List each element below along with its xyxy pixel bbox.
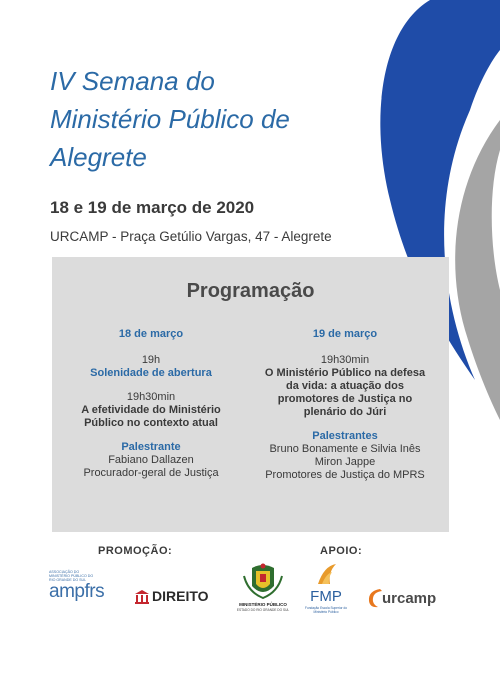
day2-event1-line1: O Ministério Público na defesa [264,367,426,379]
urcamp-name: urcamp [382,590,437,607]
coat-of-arms-icon [234,562,292,602]
event-dates: 18 e 19 de março de 2020 [50,198,255,217]
program-heading: Programação [186,280,315,302]
day2-time1: 19h30min [320,354,370,366]
day2-speakers-role: Promotores de Justiça do MPRS [265,469,425,481]
direito-logo [134,588,224,608]
mp-caption-1: MINISTÉRIO PÚBLICO [239,602,287,607]
day2-event1-line4: plenário do Júri [303,406,387,418]
program-box [52,257,449,532]
ampfrs-logo [49,570,127,606]
day2-event1-line3: promotores de Justiça no [277,393,413,405]
star-flame-icon [298,562,354,590]
title-line-3: Alegrete [50,142,147,172]
day1-date: 18 de março [118,328,184,340]
day1-event2-line1: A efetividade do Ministério [81,404,221,416]
fmp-logo [298,562,354,618]
fmp-subtitle: Fundação Escola Superior do Ministério Público [305,606,347,614]
event-title [50,62,370,176]
day1-speaker-label: Palestrante [121,441,181,453]
day2-event1-line2: da vida: a atuação dos [286,380,404,392]
day2-column [248,328,442,482]
support-label: APOIO: [320,545,363,557]
gray-swoosh [455,120,500,420]
fmp-name: FMP [310,588,342,605]
day1-speaker-name: Fabiano Dallazen [108,454,194,466]
urcamp-logo [366,584,456,612]
title-line-1: IV Semana do [50,66,215,96]
day1-column [60,328,242,480]
title-line-2: Ministério Público de [50,104,290,134]
day1-speaker-role: Procurador-geral de Justiça [83,467,219,479]
ampfrs-name: ampfrs [49,581,105,602]
day2-speakers-line1: Bruno Bonamente e Silvia Inês [269,443,421,455]
day1-event2-line2: Público no contexto atual [84,417,218,429]
day2-speakers-label: Palestrantes [312,430,378,442]
direito-name: DIREITO [152,588,209,604]
column-building-icon [134,589,150,605]
day1-event1: Solenidade de abertura [90,367,212,379]
ampfrs-small-text: ASSOCIAÇÃO DO MINISTÉRIO PÚBLICO DO RIO GRANDE DO SUL [49,570,94,582]
day1-time1: 19h [141,354,161,366]
promotion-label: PROMOÇÃO: [98,545,173,557]
day2-speakers-line2: Miron Jappe [314,456,376,468]
mp-caption-2: ESTADO DO RIO GRANDE DO SUL [236,608,290,612]
event-venue: URCAMP - Praça Getúlio Vargas, 47 - Alegrete [50,229,332,244]
day2-date: 19 de março [312,328,378,340]
mp-logo [234,562,292,618]
day1-time2: 19h30min [126,391,176,403]
